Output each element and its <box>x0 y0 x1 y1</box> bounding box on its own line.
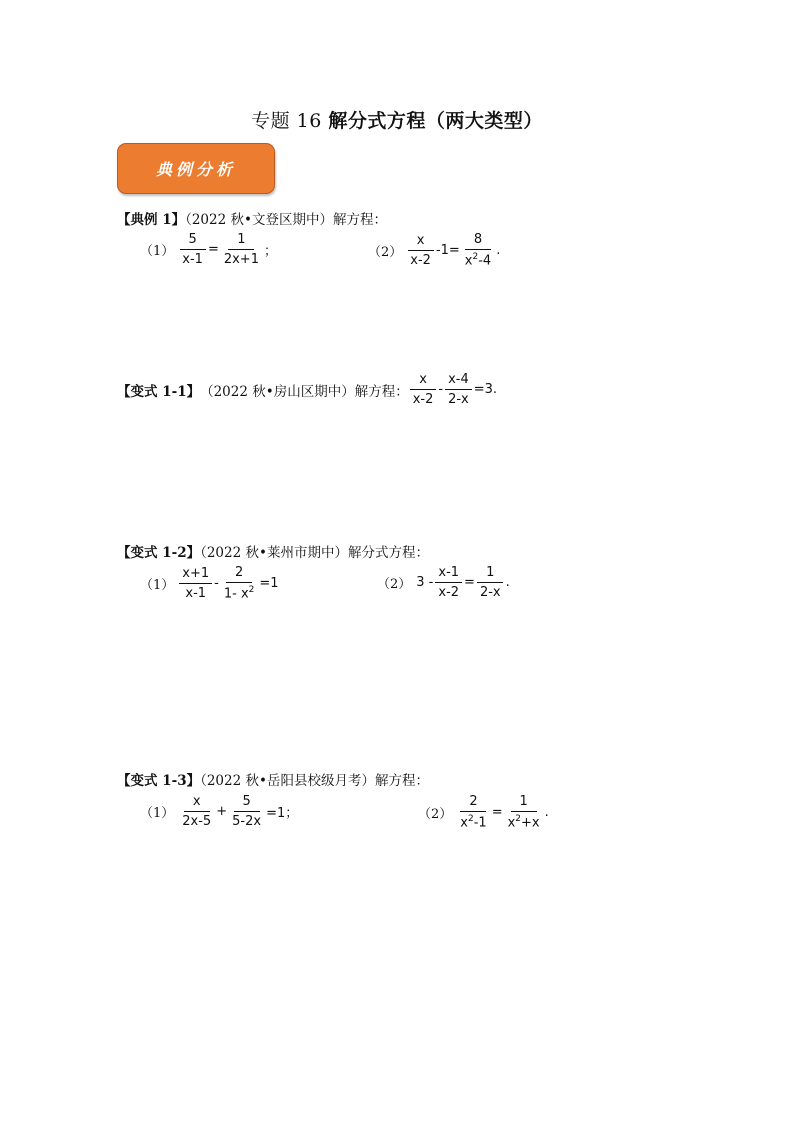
fraction: $\frac{x+1}{x-1}$ <box>179 566 212 601</box>
page-title <box>0 106 794 133</box>
variant-1-2-part-1: （1） $\frac{x+1}{x-1}$ - $\frac{2}{1- x^2}$ =1 <box>140 565 279 602</box>
example-1-part-2: （2） $\frac{x}{x-2}$ -1= $\frac{8}{x^2-4}$ . <box>368 232 501 269</box>
variant-1-3-tag: 【变式 1-3】 <box>117 773 201 789</box>
variant-1-1: 【变式 1-1】 （2022 秋•房山区期中）解方程： $\frac{x}{x-2}$ - $\frac{x-4}{2-x}$ =3. <box>117 372 498 407</box>
variant-1-2-tag: 【变式 1-2】 <box>117 545 201 561</box>
example-1-part-1: （1） $\frac{5}{x-1}$ = $\frac{1}{2x+1}$ ； <box>140 232 277 267</box>
fraction: $\frac{1}{2-x}$ <box>477 565 504 600</box>
variant-1-2-part-2: （2） 3 - $\frac{x-1}{x-2}$ = $\frac{1}{2-x}$ . <box>377 565 510 600</box>
fraction: $\frac{x-4}{2-x}$ <box>445 372 472 407</box>
part-number: （2） <box>368 244 403 260</box>
variant-1-2-heading <box>117 541 429 561</box>
part-number: （2） <box>418 806 453 822</box>
fraction: $\frac{8}{x^2-4}$ <box>464 232 492 269</box>
part-number: （1） <box>140 806 175 821</box>
fraction: $\frac{5}{5-2x}$ <box>232 794 262 829</box>
title-main: 解分式方程（两大类型） <box>328 110 543 132</box>
fraction: $\frac{x}{x-2}$ <box>407 233 434 268</box>
fraction: $\frac{1}{2x+1}$ <box>223 232 259 267</box>
part-number: （1） <box>140 577 175 593</box>
fraction: $\frac{2}{x^2-1}$ <box>460 794 487 831</box>
fraction: $\frac{x-1}{x-2}$ <box>435 565 462 600</box>
variant-1-3-part-2: （2） $\frac{2}{x^2-1}$ = $\frac{1}{x^2+x}$ . <box>418 794 549 831</box>
example-1-heading <box>117 208 387 228</box>
variant-1-3-part-1: （1） $\frac{x}{2x-5}$ + $\frac{5}{5-2x}$ =1； <box>140 794 299 829</box>
variant-1-2-source: （2022 秋•莱州市期中）解分式方程： <box>200 545 429 561</box>
part-number: （2） <box>377 577 412 592</box>
fraction: $\frac{2}{1- x^2}$ <box>223 565 255 602</box>
fraction: $\frac{1}{x^2+x}$ <box>507 794 540 831</box>
variant-1-1-source: （2022 秋•房山区期中）解方程： <box>200 383 409 400</box>
part-number: （1） <box>140 244 175 259</box>
fraction: $\frac{x}{2x-5}$ <box>182 794 212 829</box>
section-badge: 典例分析 <box>117 143 275 194</box>
fraction: $\frac{5}{x-1}$ <box>179 232 206 267</box>
variant-1-1-tag: 【变式 1-1】 <box>117 383 201 400</box>
variant-1-3-heading <box>117 769 429 789</box>
variant-1-3-source: （2022 秋•岳阳县校级月考）解方程： <box>200 773 429 789</box>
fraction: $\frac{x}{x-2}$ <box>410 372 437 407</box>
title-prefix: 专题 16 <box>251 110 329 132</box>
example-1-source: （2022 秋•文登区期中）解方程： <box>185 212 387 228</box>
example-1-tag: 【典例 1】 <box>117 212 186 228</box>
